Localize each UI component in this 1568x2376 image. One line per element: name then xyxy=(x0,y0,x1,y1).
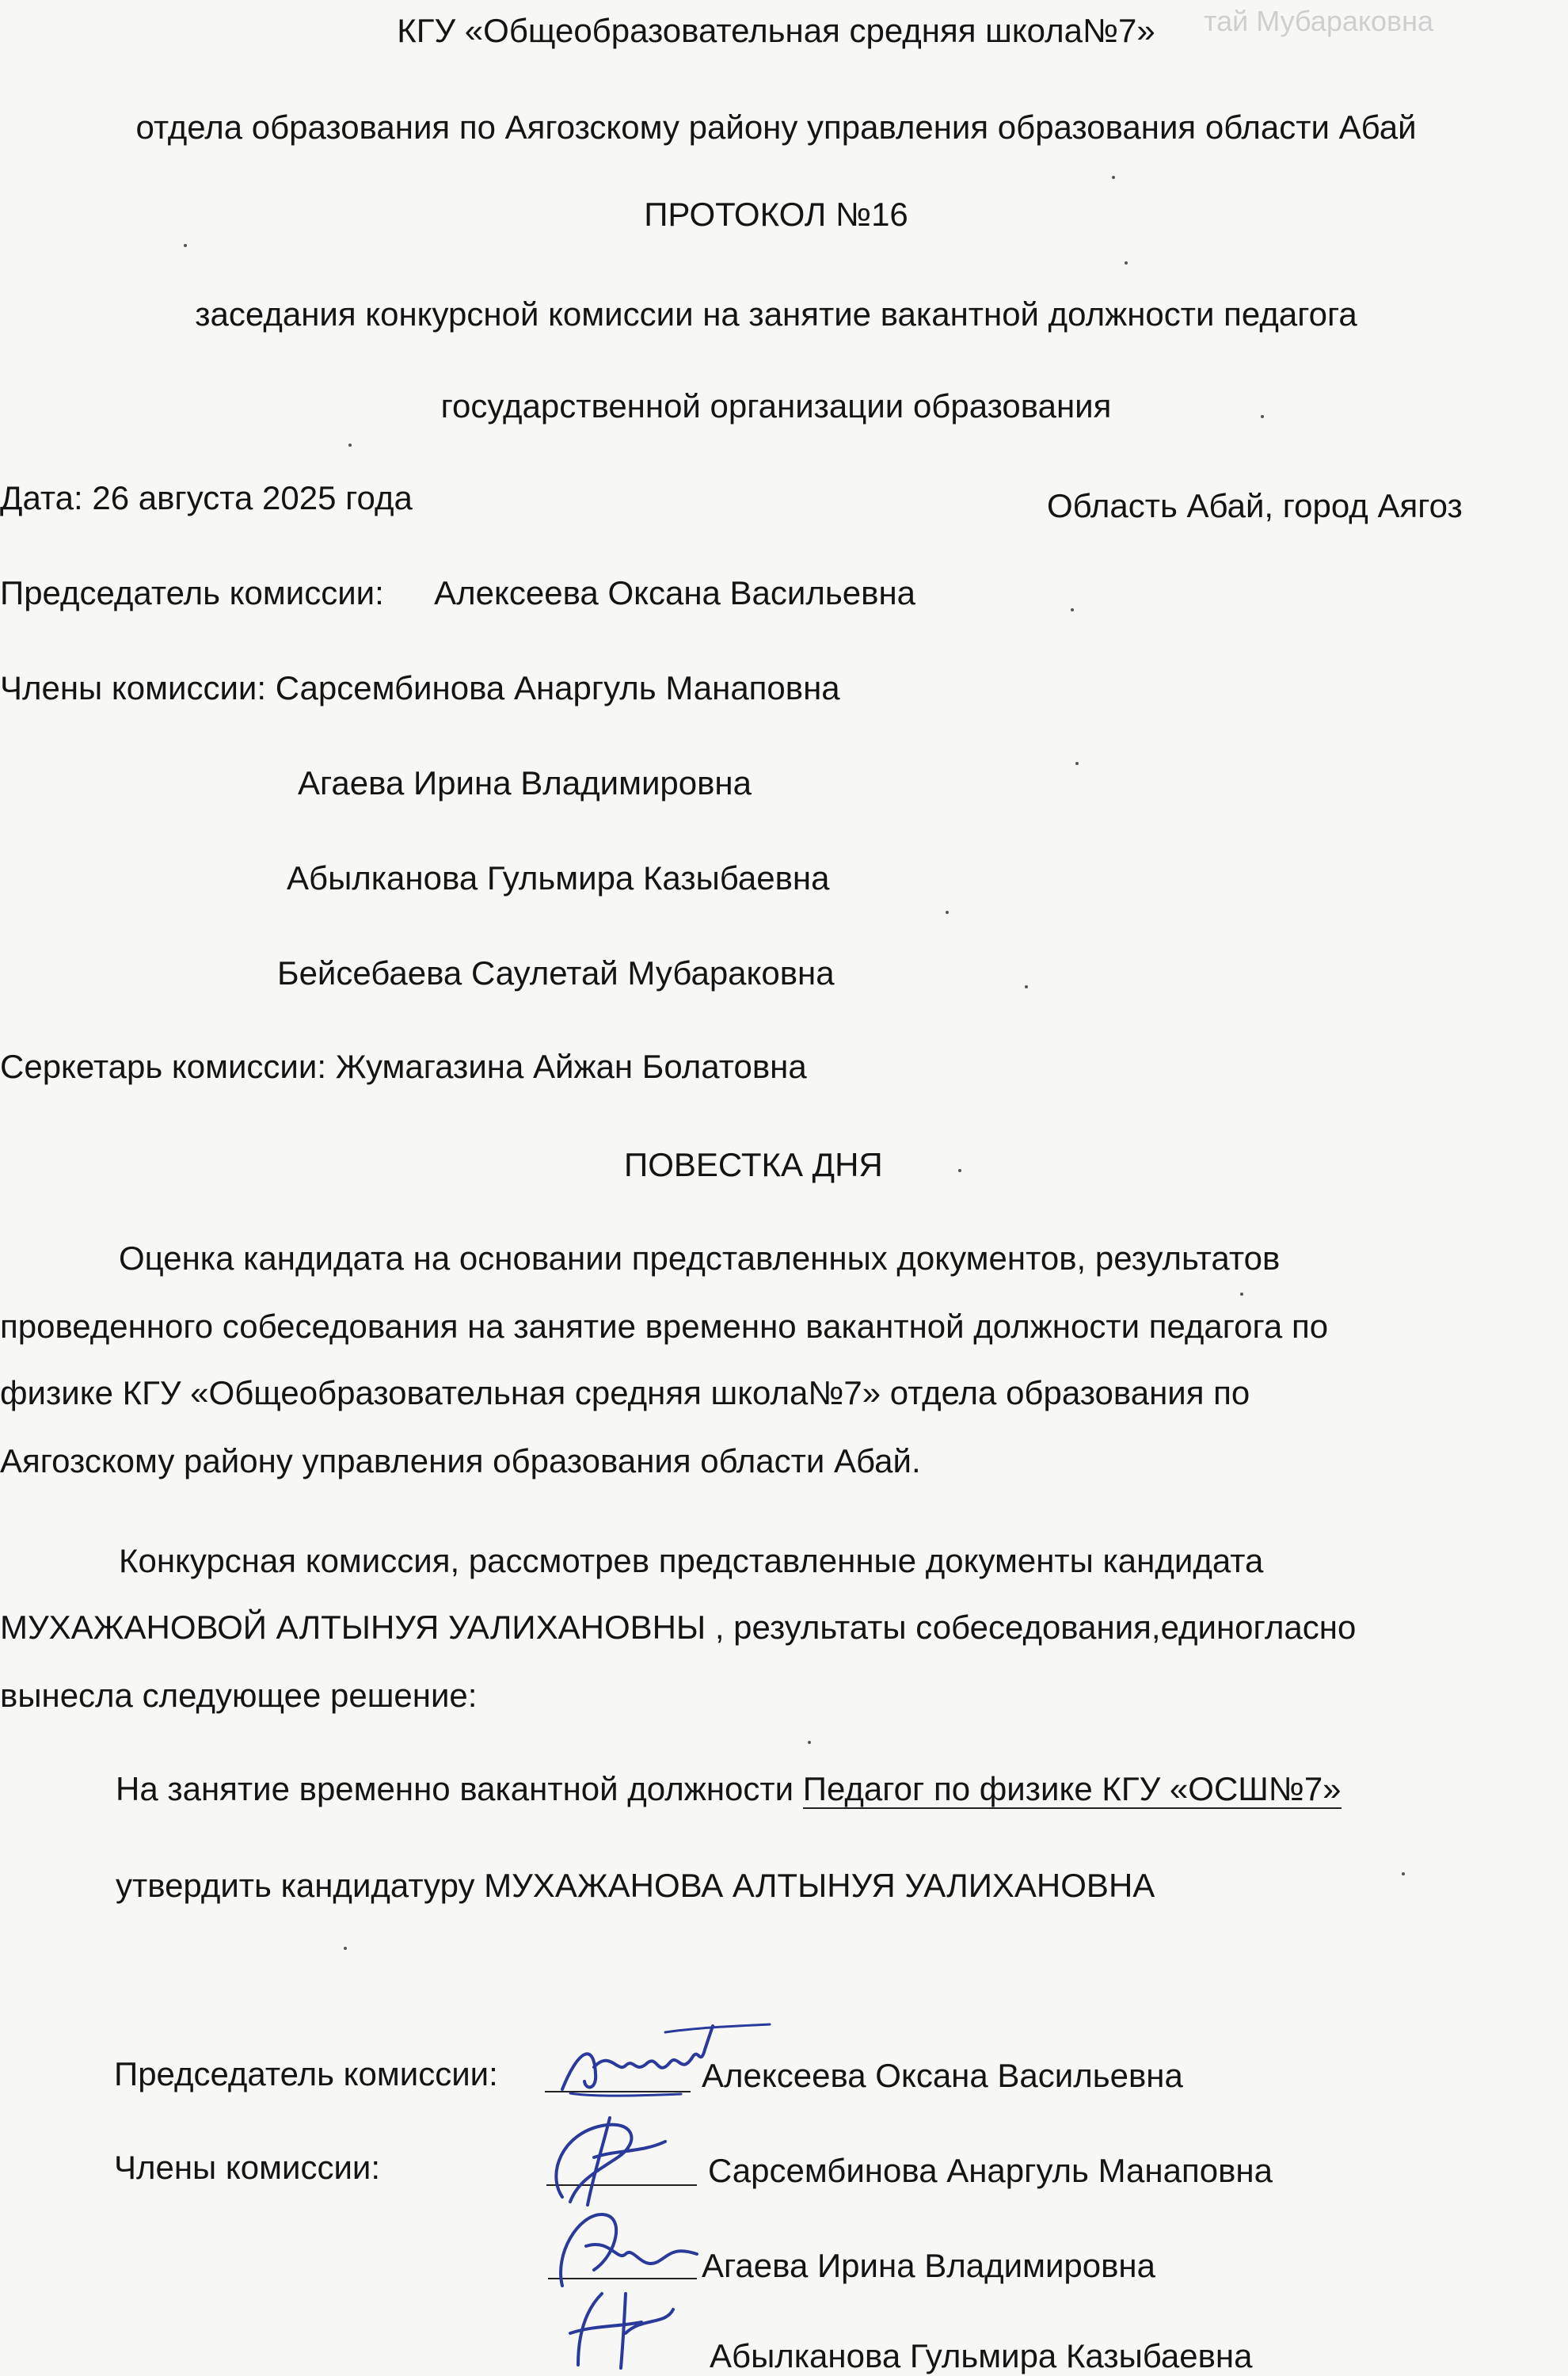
bleed-through-text: тай Мубараковна xyxy=(1204,5,1434,37)
scan-speck xyxy=(348,444,352,447)
scan-speck xyxy=(808,1741,811,1744)
signature-member-name: Агаева Ирина Владимировна xyxy=(702,2247,1155,2284)
member-name: Абылканова Гульмира Казыбаевна xyxy=(287,859,830,897)
decision-approval: утвердить кандидатуру МУХАЖАНОВА АЛТЫНУЯ УАЛИХАНОВНА xyxy=(116,1867,1155,1904)
scan-speck xyxy=(1025,985,1028,988)
signature-chair-name: Алексеева Оксана Васильевна xyxy=(702,2057,1183,2094)
protocol-subtitle-2: государственной организации образования xyxy=(440,387,1112,425)
decision-text-line: Конкурсная комиссия, рассмотрев представленные документы кандидата xyxy=(119,1542,1264,1579)
agenda-text-line: Оценка кандидата на основании представленных документов, результатов xyxy=(119,1239,1281,1277)
member-name: Агаева Ирина Владимировна xyxy=(298,764,752,802)
decision-text-line: МУХАЖАНОВОЙ АЛТЫНУЯ УАЛИХАНОВНЫ , результаты собеседования,единогласно xyxy=(0,1609,1357,1646)
scan-speck xyxy=(946,911,949,914)
protocol-title: ПРОТОКОЛ №16 xyxy=(644,196,908,233)
signature-member-name: Сарсембинова Анаргуль Манаповна xyxy=(708,2152,1273,2189)
meeting-place: Область Абай, город Аягоз xyxy=(1047,487,1463,524)
decision-row xyxy=(116,1769,1342,1809)
scan-speck xyxy=(1125,261,1128,265)
scan-speck xyxy=(1071,608,1074,611)
protocol-subtitle-1: заседания конкурсной комиссии на занятие вакантной должности педагога xyxy=(195,295,1357,333)
scan-speck xyxy=(1240,1293,1243,1296)
scan-speck xyxy=(1075,762,1079,765)
chair-name: Алексеева Оксана Васильевна xyxy=(434,574,915,611)
member-name: Сарсембинова Анаргуль Манаповна xyxy=(275,669,840,706)
scan-speck xyxy=(958,1169,961,1172)
chair-signature-icon xyxy=(546,2018,784,2105)
secretary-name: Жумагазина Айжан Болатовна xyxy=(335,1048,807,1085)
signature-chair-label: Председатель комиссии: xyxy=(114,2055,498,2092)
chair-row xyxy=(0,573,915,613)
secretary-label: Серкетарь комиссии: xyxy=(0,1048,327,1085)
member-name: Бейсебаева Саулетай Мубараковна xyxy=(277,954,835,992)
signature-member-name: Абылканова Гульмира Казыбаевна xyxy=(710,2337,1253,2374)
school-name: КГУ «Общеобразовательная средняя школа№7» xyxy=(397,12,1155,49)
department-name: отдела образования по Аягозскому району управления образования области Абай xyxy=(135,109,1417,146)
agenda-text-line: проведенного собеседования на занятие временно вакантной должности педагога по xyxy=(0,1308,1329,1345)
decision-prefix: На занятие временно вакантной должности xyxy=(116,1770,803,1807)
member-signature-icon xyxy=(554,2286,713,2370)
secretary-row xyxy=(0,1047,807,1087)
members-row xyxy=(0,668,840,708)
decision-text-line: вынесла следующее решение: xyxy=(0,1677,478,1714)
scan-speck xyxy=(1402,1872,1405,1875)
signature-members-label: Члены комиссии: xyxy=(114,2149,381,2186)
scan-speck xyxy=(184,244,187,247)
member-signature-icon xyxy=(515,2102,697,2213)
agenda-text-line: Аягозскому району управления образования области Абай. xyxy=(0,1442,921,1479)
chair-label: Председатель комиссии: xyxy=(0,574,384,611)
meeting-date: Дата: 26 августа 2025 года xyxy=(0,479,413,516)
members-label: Члены комиссии: xyxy=(0,669,267,706)
scan-speck xyxy=(1112,176,1115,179)
agenda-title: ПОВЕСТКА ДНЯ xyxy=(624,1146,883,1183)
position-name: Педагог по физике КГУ «ОСШ№7» xyxy=(802,1770,1342,1807)
agenda-text-line: физике КГУ «Общеобразовательная средняя школа№7» отдела образования по xyxy=(0,1374,1250,1411)
scan-speck xyxy=(1261,415,1264,418)
scan-speck xyxy=(344,1947,347,1950)
